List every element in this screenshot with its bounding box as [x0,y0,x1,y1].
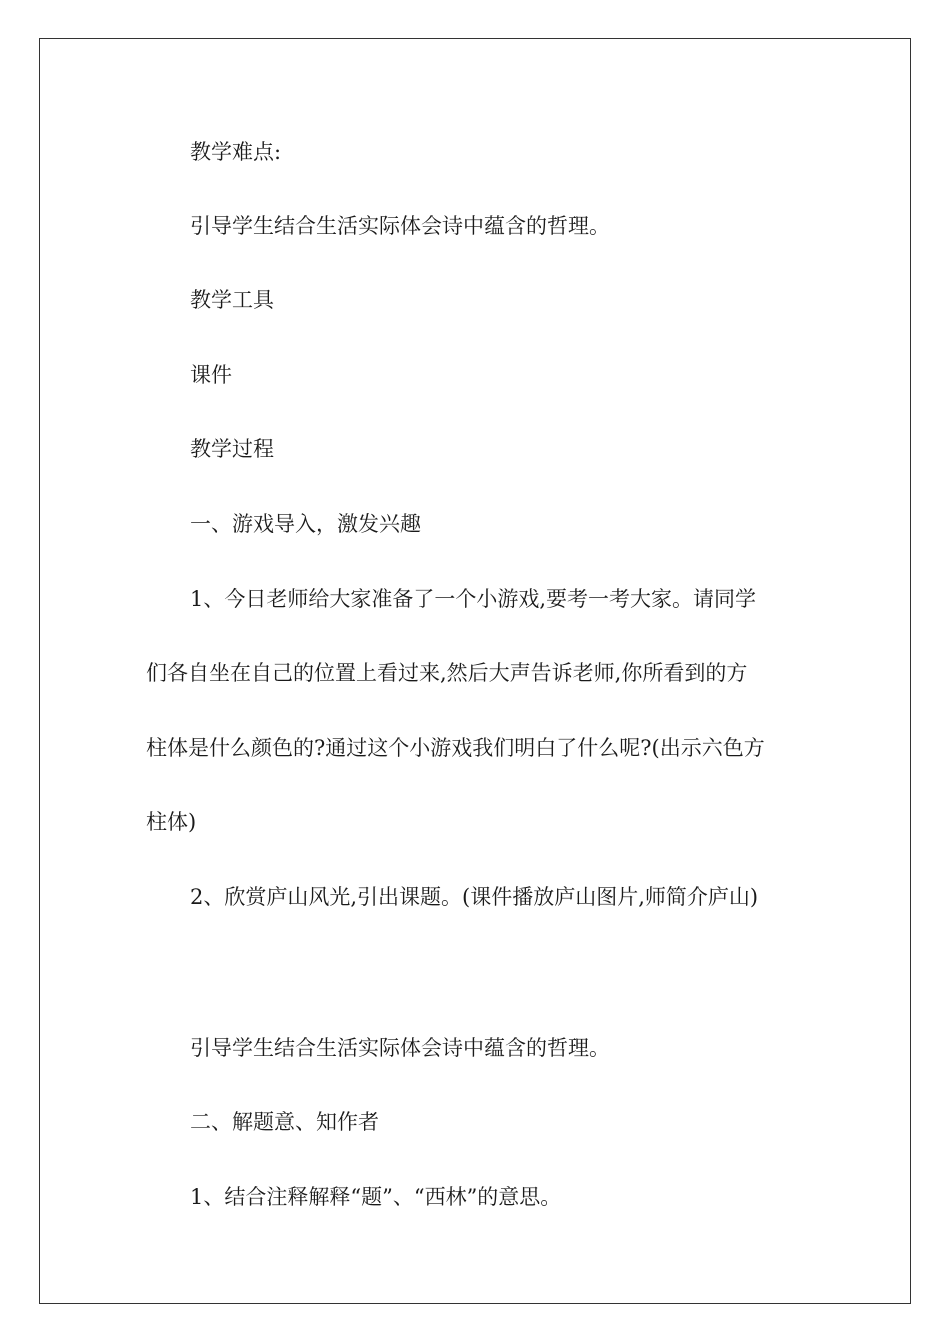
paragraph-difficulty-content: 引导学生结合生活实际体会诗中蕴含的哲理。 [190,214,610,238]
heading-teaching-tools: 教学工具 [190,288,274,312]
paragraph-step1-line4: 柱体) [146,810,197,834]
paragraph-explain-title: 1、结合注释解释“题”、“西林”的意思。 [190,1185,562,1209]
paragraph-step1-line1: 1、今日老师给大家准备了一个小游戏,要考一考大家。请同学 [190,587,757,611]
paragraph-step1-line3: 柱体是什么颜色的?通过这个小游戏我们明白了什么呢?(出示六色方 [146,736,765,760]
heading-teaching-difficulty: 教学难点: [190,140,282,164]
section-heading-game-intro: 一、游戏导入，激发兴趣 [190,512,421,536]
paragraph-step2: 2、欣赏庐山风光,引出课题。(课件播放庐山图片,师简介庐山) [190,885,759,909]
paragraph-repeated-difficulty: 引导学生结合生活实际体会诗中蕴含的哲理。 [190,1036,610,1060]
section-heading-title-author: 二、解题意、知作者 [190,1110,379,1134]
paragraph-step1-line2: 们各自坐在自己的位置上看过来,然后大声告诉老师,你所看到的方 [146,661,748,685]
paragraph-tools-content: 课件 [190,363,232,387]
heading-teaching-process: 教学过程 [190,437,274,461]
